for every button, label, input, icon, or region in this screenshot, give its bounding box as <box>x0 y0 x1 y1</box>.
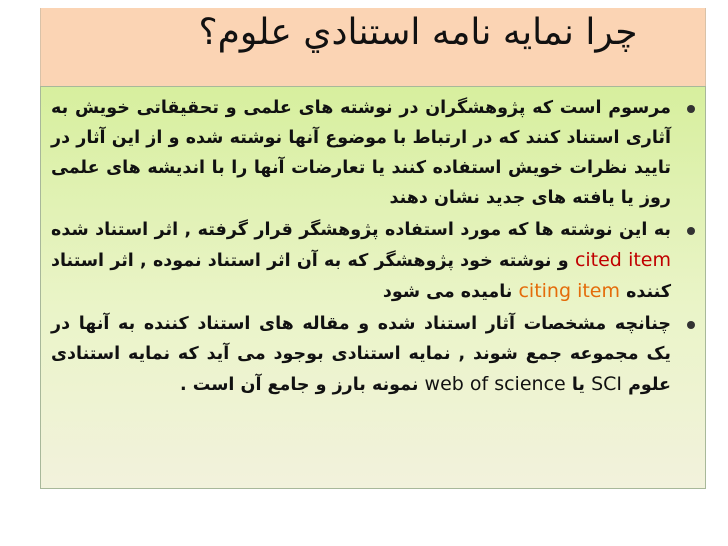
bullet-text-part: نامیده می شود <box>382 282 513 302</box>
bullet-text-part: به این نوشته ها که مورد استفاده پژوهشگر قرار گرفته , اثر استناد شده <box>51 220 671 240</box>
title-bar <box>40 8 706 86</box>
bullet-dot-icon <box>687 321 695 329</box>
bullet-text-part: و نوشته خود پژوهشگر که به آن اثر استناد نموده , اثر استناد کننده <box>51 251 671 302</box>
bullet-text-part: یا <box>571 375 585 395</box>
bullet-text-part: چنانچه مشخصات آثار استناد شده و مقاله های استناد کننده به آنها در یک مجموعه جمع شوند , نمایه استنادی بوجود می آید که نمایه استنادی علوم <box>51 314 671 395</box>
bullet-list <box>41 87 705 400</box>
bullet-dot-icon <box>687 227 695 235</box>
bullet-item-1 <box>51 93 697 213</box>
term-web-of-science: web of science <box>424 373 566 395</box>
content-box <box>40 86 706 489</box>
bullet-text-part: نمونه بارز و جامع آن است . <box>179 375 419 395</box>
bullet-text: مرسوم است که پژوهشگران در نوشته های علمی و تحقیقاتی خویش به آثاری استناد کنند که در ارتباط با موضوع آنها نوشته شده و از این آثار در تایید نظرات خویش استفاده کنند یا تعارضات آنها را با اندیشه های علمی روز یا یافته های جدید نشان دهند <box>51 98 671 208</box>
slide-title: چرا نمایه نامه استنادي علوم؟ <box>198 12 638 53</box>
bullet-item-3 <box>51 309 697 400</box>
bullet-dot-icon <box>687 105 695 113</box>
term-sci: SCI <box>591 373 622 395</box>
bullet-item-2 <box>51 215 697 307</box>
term-citing-item: citing item <box>518 280 620 302</box>
term-cited-item: cited item <box>574 249 672 271</box>
